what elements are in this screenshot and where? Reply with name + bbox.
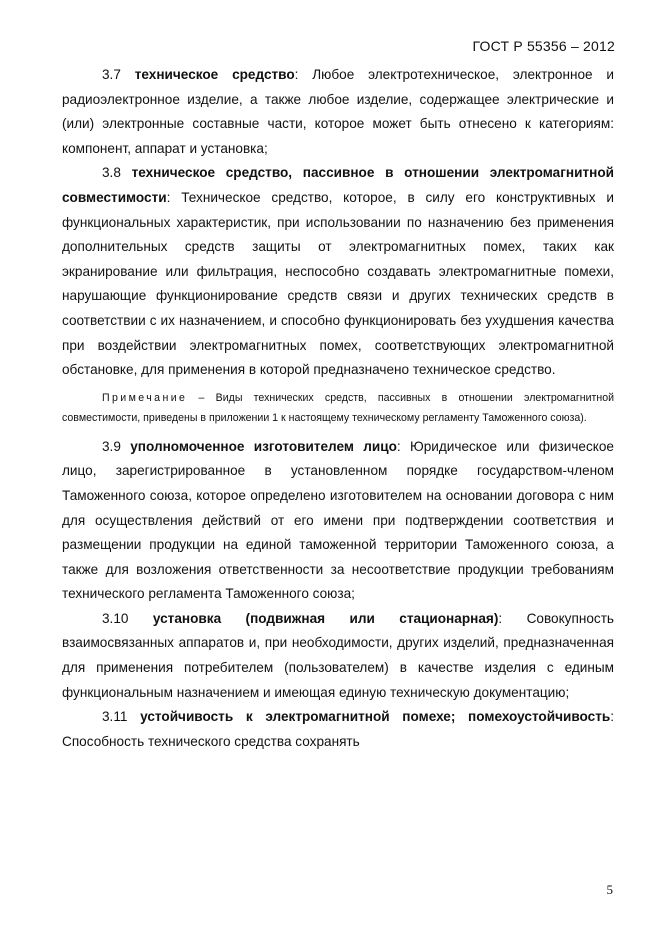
- definition-text: : Способность технического средства сохранять: [62, 709, 615, 749]
- section-number: 3.7: [102, 67, 121, 82]
- section-number: 3.9: [102, 438, 121, 454]
- document-code-header: ГОСТ Р 55356 – 2012: [472, 38, 615, 54]
- definition-3-8: [62, 161, 614, 382]
- definition-3-11: [62, 705, 614, 754]
- document-body: [62, 63, 614, 754]
- section-number: 3.8: [102, 165, 121, 181]
- note-paragraph: [62, 388, 614, 428]
- note-label: Примечание: [102, 391, 188, 404]
- term: техническое средство: [134, 67, 295, 82]
- note-text: – Виды технических средств, пассивных в отношении электромагнитной совместимости, приведены в приложении 1 к настоящему техническому регламенту Таможенного союза).: [62, 391, 614, 424]
- term: устойчивость к электромагнитной помехе; помехоустойчивость: [140, 709, 611, 725]
- definition-text: : Юридическое или физическое лицо, зарегистрированное в установленном порядке государством-членом Таможенного союза, которое определено изготовителем на основании договора с ним для осуществления действий от его имени при подтверждении соответствия и размещении продукции на единой таможенной территории Таможенного союза, а также для возложения ответственности за несоответствие продукции требованиям технического регламента Таможенного союза;: [62, 438, 614, 602]
- definition-3-9: [62, 435, 614, 607]
- page-number: 5: [606, 882, 613, 897]
- term: уполномоченное изготовителем лицо: [130, 438, 397, 454]
- definition-text: : Совокупность взаимосвязанных аппаратов и, при необходимости, других изделий, предназначенная для применения потребителем (пользователем) в качестве изделия с единым функциональным назначением и имеющая единую техническую документацию;: [62, 610, 615, 700]
- term: установка (подвижная или стационарная): [152, 610, 499, 626]
- section-number: 3.11: [102, 709, 128, 725]
- term: техническое средство, пассивное в отношении электромагнитной совместимости: [62, 165, 614, 205]
- definition-text: : Любое электротехническое, электронное и радиоэлектронное изделие, а также любое изделие, содержащее электрические и (или) электронные составные части, которое может быть отнесено к категориям: компонент, аппарат и установка;: [62, 67, 615, 156]
- definition-text: : Техническое средство, которое, в силу его конструктивных и функциональных характеристик, при использовании по назначению без применения дополнительных средств защиты от электромагнитных помех, таких как экранирование или фильтрация, неспособно создавать электромагнитные помехи, нарушающие функционирование средств связи и других технических средств в соответствии с их назначением, и способно функционировать без ухудшения качества при воздействии электромагнитных помех, соответствующих электромагнитной обстановке, для применения в которой предназначено техническое средство.: [62, 189, 614, 378]
- definition-3-7: [62, 63, 614, 161]
- section-number: 3.10: [102, 610, 129, 626]
- definition-3-10: [62, 607, 614, 705]
